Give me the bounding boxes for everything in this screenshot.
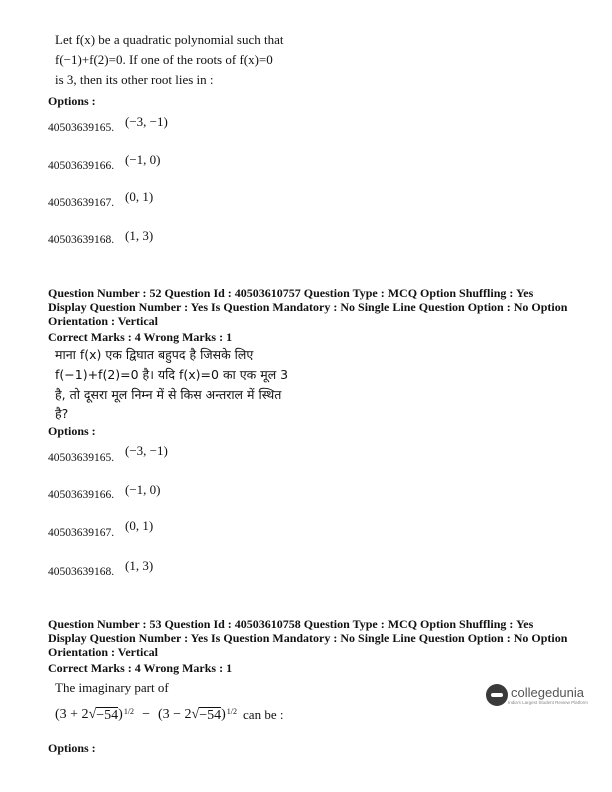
- q52-option-3-id: 40503639167.: [48, 527, 115, 539]
- q52-option-1-value[interactable]: (−3, −1): [125, 443, 168, 458]
- sqrt-icon: √: [88, 707, 97, 722]
- q51-line3: is 3, then its other root lies in :: [55, 72, 214, 87]
- q51-option-3-id: 40503639167.: [48, 197, 115, 209]
- q53-expr-part-a: (3 + 2: [55, 707, 89, 722]
- q53-marks: Correct Marks : 4 Wrong Marks : 1: [48, 661, 233, 675]
- q52-option-4-value[interactable]: (1, 3): [125, 558, 154, 573]
- close-paren-icon: ): [118, 707, 123, 722]
- q52-meta-line3: Orientation : Vertical: [48, 314, 158, 328]
- q53-line1: The imaginary part of: [55, 680, 169, 695]
- q53-expr-part-b: (3 − 2: [157, 707, 192, 722]
- q51-option-2-value[interactable]: (−1, 0): [125, 152, 161, 167]
- sqrt-icon: √: [191, 707, 200, 722]
- q53-radicand-2: −54: [199, 708, 222, 723]
- q53-meta-line2: Display Question Number : Yes Is Question Mandatory : No Single Line Question Option : No Option: [48, 631, 568, 645]
- q52-marks: Correct Marks : 4 Wrong Marks : 1: [48, 330, 233, 344]
- q52-line4: है?: [55, 406, 69, 421]
- q53-expression: [55, 707, 283, 724]
- q53-exponent-2: 1/2: [226, 707, 238, 716]
- q51-line2: f(−1)+f(2)=0. If one of the roots of f(x)=0: [55, 52, 273, 67]
- collegedunia-logo-icon: [486, 684, 508, 706]
- q52-option-2-value[interactable]: (−1, 0): [125, 482, 161, 497]
- q53-radicand-1: −54: [96, 708, 119, 723]
- q51-option-4-value[interactable]: (1, 3): [125, 228, 154, 243]
- q53-meta-line1: Question Number : 53 Question Id : 40503610758 Question Type : MCQ Option Shuffling : Yes: [48, 617, 534, 631]
- q51-option-4-id: 40503639168.: [48, 234, 115, 246]
- q53-meta-line3: Orientation : Vertical: [48, 645, 158, 659]
- q52-option-2-id: 40503639166.: [48, 489, 115, 501]
- q52-meta-line2: Display Question Number : Yes Is Question Mandatory : No Single Line Question Option : No Option: [48, 300, 568, 314]
- q53-exponent-1: 1/2: [123, 707, 135, 716]
- q51-option-2-id: 40503639166.: [48, 160, 115, 172]
- q52-line1: माना f(x) एक द्विघात बहुपद है जिसके लिए: [55, 347, 254, 362]
- q51-options-label: Options :: [48, 94, 96, 108]
- q51-line1: Let f(x) be a quadratic polynomial such that: [55, 32, 284, 47]
- q52-line3: है, तो दूसरा मूल निम्न में से किस अन्तराल में स्थित: [55, 387, 282, 402]
- q52-meta-line1: Question Number : 52 Question Id : 40503610757 Question Type : MCQ Option Shuffling : Yes: [48, 286, 534, 300]
- q53-expr-tail: can be :: [243, 707, 284, 722]
- q53-options-label: Options :: [48, 741, 96, 755]
- watermark-tagline: India's Largest Student Review Platform: [508, 700, 588, 705]
- q51-option-1-value[interactable]: (−3, −1): [125, 114, 168, 129]
- q52-option-1-id: 40503639165.: [48, 452, 115, 464]
- q52-line2: f(−1)+f(2)=0 है। यदि f(x)=0 का एक मूल 3: [55, 367, 289, 382]
- q53-minus: −: [142, 707, 150, 722]
- q52-options-label: Options :: [48, 424, 96, 438]
- q51-option-1-id: 40503639165.: [48, 122, 115, 134]
- watermark-brand: collegedunia: [511, 685, 585, 700]
- q51-option-3-value[interactable]: (0, 1): [125, 189, 154, 204]
- collegedunia-watermark: [486, 684, 588, 706]
- q52-option-3-value[interactable]: (0, 1): [125, 518, 154, 533]
- close-paren-icon: ): [221, 707, 226, 722]
- q52-option-4-id: 40503639168.: [48, 566, 115, 578]
